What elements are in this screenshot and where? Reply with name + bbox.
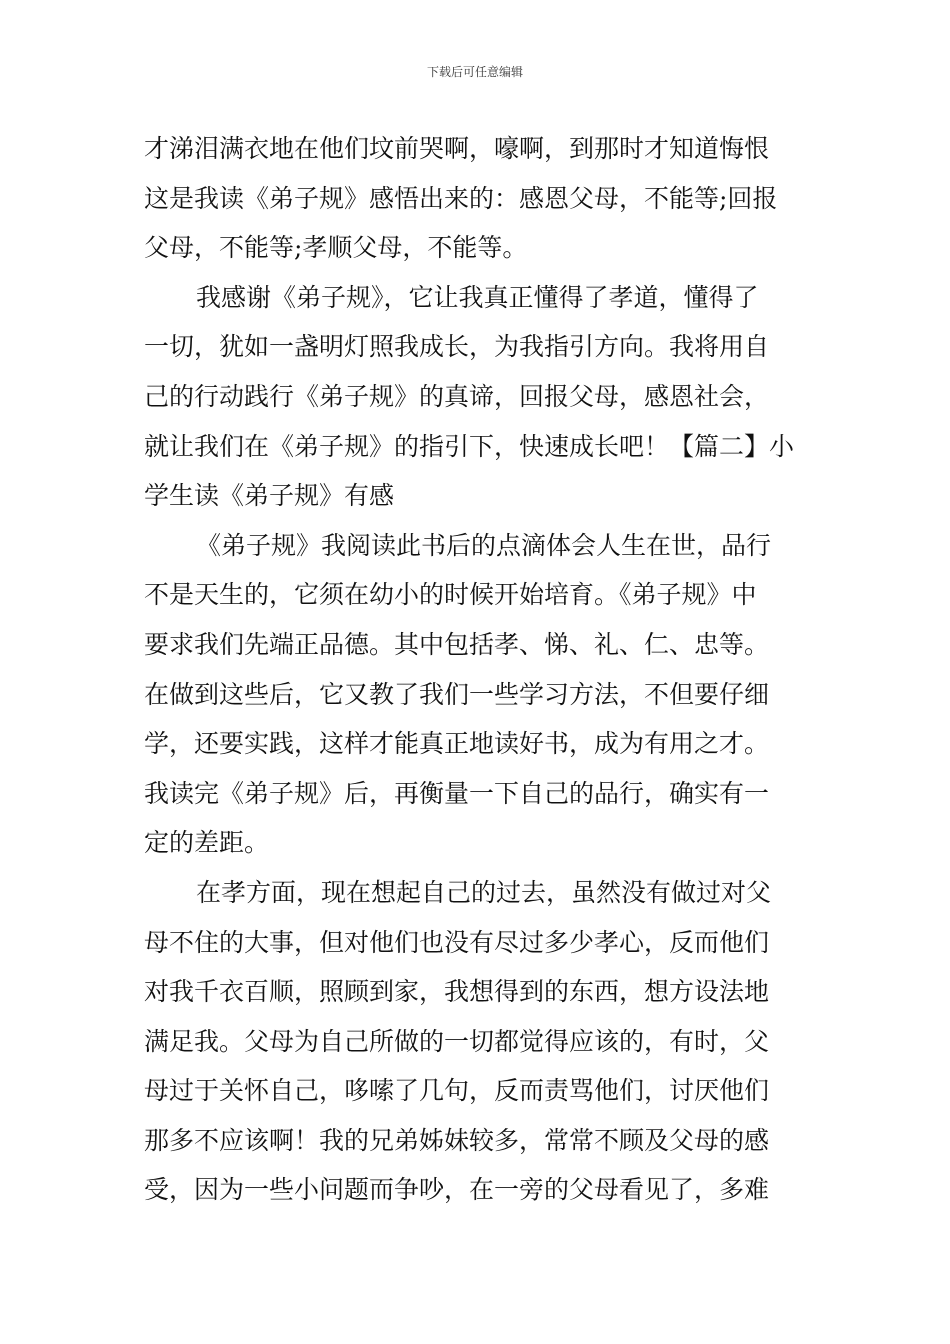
text-line: 母过于关怀自己，哆嗦了几句，反而责骂他们，讨厌他们 (144, 1076, 770, 1106)
text-line: 学生读《弟子规》有感 (144, 481, 395, 511)
text-line: 受，因为一些小问题而争吵，在一旁的父母看见了，多难 (144, 1175, 770, 1205)
paragraph-first-line: 《弟子规》我阅读此书后的点滴体会人生在世，品行 (196, 530, 772, 560)
text-line: 在做到这些后，它又教了我们一些学习方法，不但要仔细 (144, 679, 770, 709)
text-line: 要求我们先端正品德。其中包括孝、悌、礼、仁、忠等。 (144, 629, 770, 659)
paragraph-first-line: 在孝方面，现在想起自己的过去，虽然没有做过对父 (196, 877, 772, 907)
text-line: 我读完《弟子规》后，再衡量一下自己的品行，确实有一 (144, 778, 770, 808)
text-line: 对我千衣百顺，照顾到家，我想得到的东西，想方设法地 (144, 977, 770, 1007)
text-line: 一切，犹如一盏明灯照我成长，为我指引方向。我将用自 (144, 332, 770, 362)
text-line: 那多不应该啊！我的兄弟姊妹较多，常常不顾及父母的感 (144, 1125, 770, 1155)
article-body (144, 124, 808, 1215)
text-line: 母不住的大事，但对他们也没有尽过多少孝心，反而他们 (144, 927, 770, 957)
text-line: 就让我们在《弟子规》的指引下，快速成长吧！【篇二】小 (144, 431, 795, 461)
text-line: 己的行动践行《弟子规》的真谛，回报父母，感恩社会， (144, 381, 770, 411)
text-line: 父母，不能等;孝顺父母，不能等。 (144, 233, 528, 263)
page-header-note: 下载后可任意编辑 (426, 65, 523, 79)
text-line: 满足我。父母为自己所做的一切都觉得应该的，有时，父 (144, 1026, 770, 1056)
text-line: 定的差距。 (144, 828, 270, 858)
paragraph-first-line: 我感谢《弟子规》，它让我真正懂得了孝道，懂得了 (196, 282, 759, 312)
text-line: 不是天生的，它须在幼小的时候开始培育。《弟子规》中 (144, 580, 757, 610)
text-line: 这是我读《弟子规》感悟出来的：感恩父母，不能等;回报 (144, 183, 778, 213)
text-line: 才涕泪满衣地在他们坟前哭啊，嚎啊，到那时才知道悔恨 (144, 134, 770, 163)
text-line: 学，还要实践，这样才能真正地读好书，成为有用之才。 (144, 729, 770, 759)
